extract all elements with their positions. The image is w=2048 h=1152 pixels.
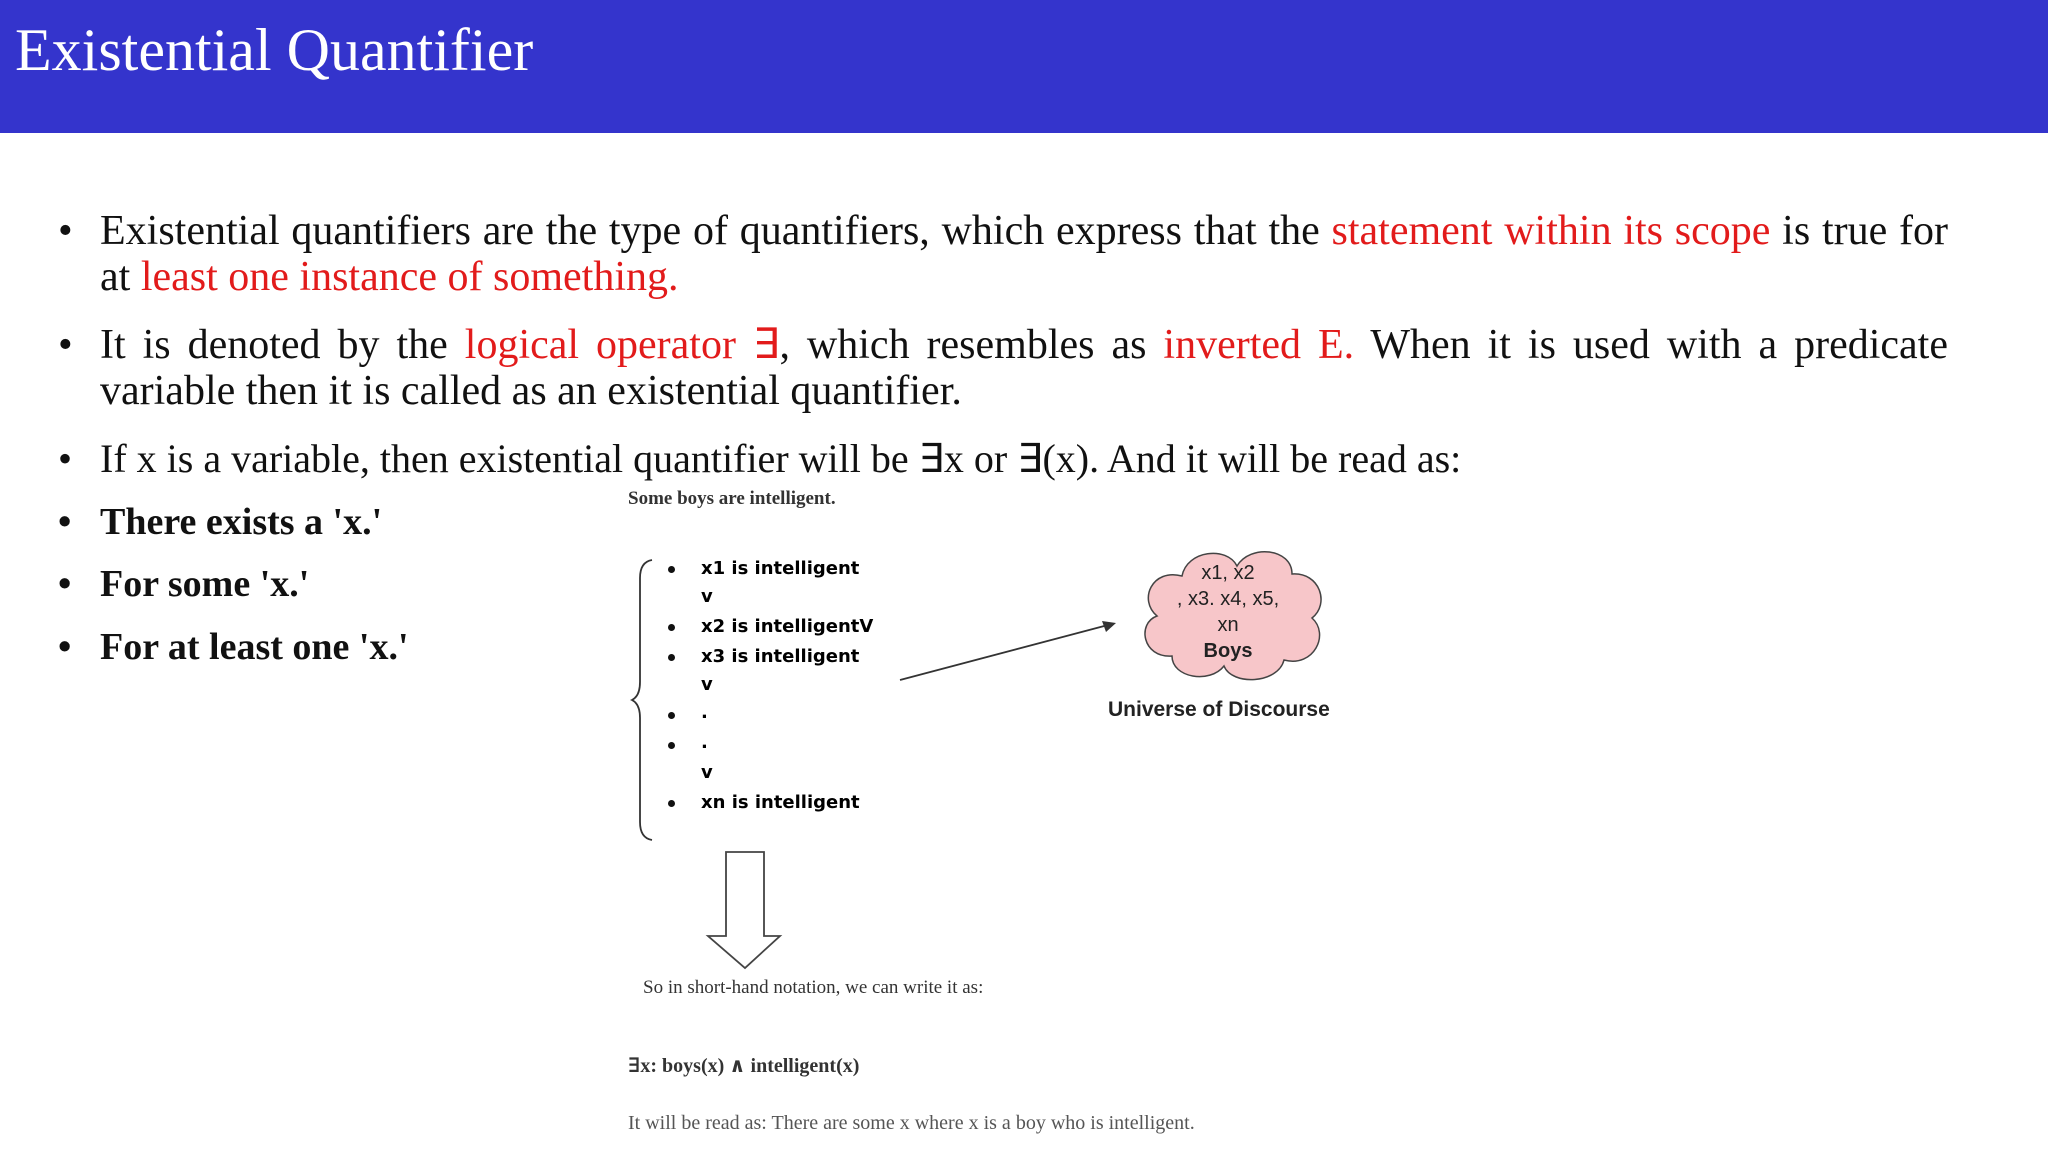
list-item: x2 is intelligentV xyxy=(701,616,874,637)
list-bullet xyxy=(668,800,675,807)
cloud-line: xn xyxy=(1217,614,1239,636)
formula: ∃x: boys(x) ∧ intelligent(x) xyxy=(628,1055,860,1077)
list-item: v xyxy=(701,674,713,695)
emphasis-text: logical operator ∃ xyxy=(464,322,780,368)
list-item: v xyxy=(701,586,713,607)
cloud-line: x1, x2 xyxy=(1201,562,1255,584)
bullet-logical-operator: • It is denoted by the logical operator ∃, which resembles as inverted E. When it is used with a predicate variable then it is called as an existential quantifier. xyxy=(58,322,1948,414)
slide-header xyxy=(0,0,2048,133)
arrow-to-universe xyxy=(890,615,1120,685)
list-item: xn is intelligent xyxy=(701,792,860,813)
bullet-variable-notation: • If x is a variable, then existential quantifier will be ∃x or ∃(x). And it will be read as: xyxy=(58,436,1462,481)
cloud-line: , x3. x4, x5, xyxy=(1176,588,1280,610)
reading-text: It will be read as: There are some x where x is a boy who is intelligent. xyxy=(628,1112,1195,1134)
list-item: . xyxy=(701,732,708,753)
list-bullet xyxy=(668,712,675,719)
list-item: . xyxy=(701,702,708,723)
bullet-at-least-one: • For at least one 'x.' xyxy=(58,626,409,668)
emphasis-text: least one instance of something. xyxy=(140,254,679,300)
bullet-existential-definition: • Existential quantifiers are the type of quantifiers, which express that the statement within its scope is true for at least one instance of something. xyxy=(58,208,1948,300)
bullet-text: Existential quantifiers are the type of quantifiers, which express that the xyxy=(100,208,1332,254)
diagram-heading: Some boys are intelligent. xyxy=(628,488,836,509)
bullet-text: It is denoted by the xyxy=(100,322,465,368)
cloud-elements xyxy=(1160,560,1296,664)
slide-title: Existential Quantifier xyxy=(15,17,534,83)
shorthand-intro: So in short-hand notation, we can write it as: xyxy=(643,977,984,998)
list-bullet xyxy=(668,566,675,573)
down-arrow xyxy=(702,850,784,972)
list-item: v xyxy=(701,762,713,783)
disjunction-list xyxy=(665,556,905,826)
list-bullet xyxy=(668,624,675,631)
bullet-there-exists: • There exists a 'x.' xyxy=(58,501,383,543)
cloud-label: Boys xyxy=(1203,640,1253,662)
list-bullet xyxy=(668,654,675,661)
list-item: x1 is intelligent xyxy=(701,558,860,579)
bullet-text: , which resembles as xyxy=(779,322,1164,368)
bullet-for-some: • For some 'x.' xyxy=(58,563,310,605)
bullet-text: There exists a 'x.' xyxy=(100,501,383,543)
bullet-text: is true for at xyxy=(100,208,1948,300)
curly-brace xyxy=(630,558,670,842)
bullet-text: For at least one 'x.' xyxy=(100,626,409,668)
list-item: x3 is intelligent xyxy=(701,646,860,667)
bullet-text: For some 'x.' xyxy=(100,563,310,605)
universe-label: Universe of Discourse xyxy=(1108,698,1330,721)
bullet-text: If x is a variable, then existential quantifier will be ∃x or ∃(x). And it will be read as: xyxy=(100,436,1462,481)
emphasis-text: statement within its scope xyxy=(1331,208,1771,254)
bullet-text: When it is used with a predicate variable then it is called as an existential quantifier. xyxy=(100,322,1948,414)
list-bullet xyxy=(668,742,675,749)
emphasis-text: inverted E. xyxy=(1163,322,1355,368)
